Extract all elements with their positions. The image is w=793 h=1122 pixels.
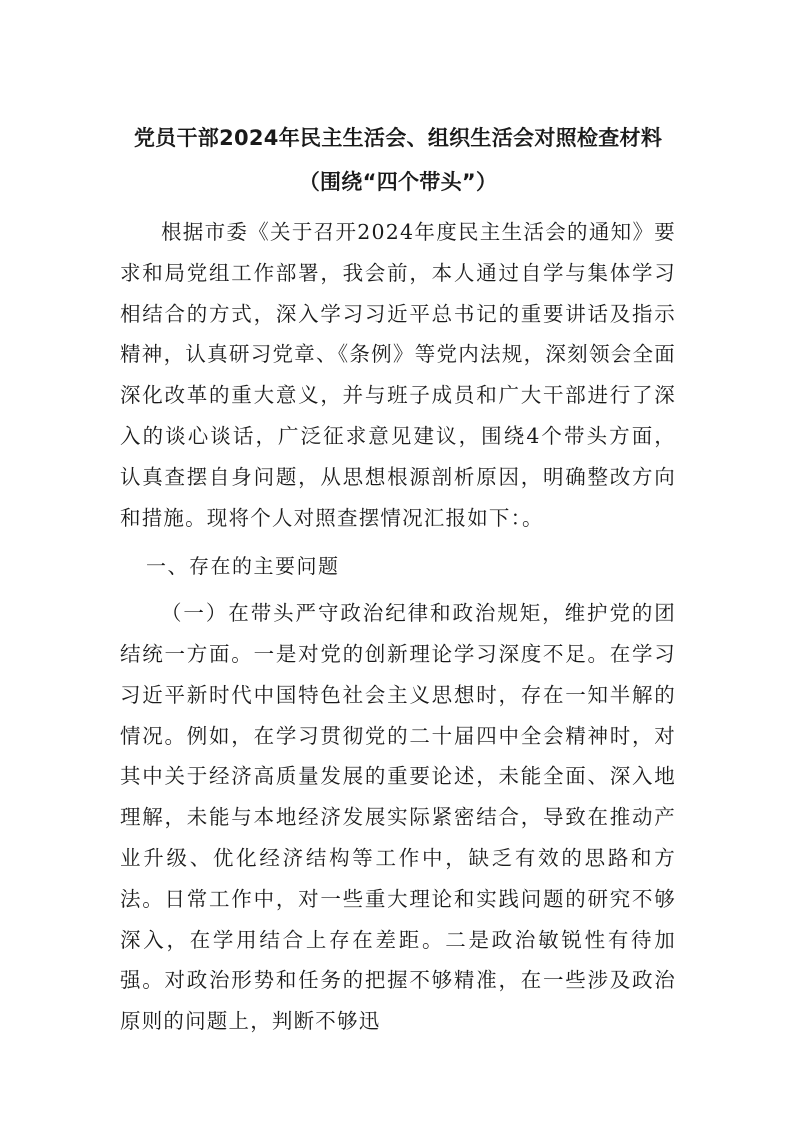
section-heading: 一、存在的主要问题 [146, 554, 340, 579]
intro-paragraph: 根据市委《关于召开2024年度民主生活会的通知》要求和局党组工作部署，我会前，本人通过自学与集体学习相结合的方式，深入学习习近平总书记的重要讲话及指示精神，认真研习党章、《条例》等党内法规，深刻领会全面深化改革的重大意义，并与班子成员和广大干部进行了深入的谈心谈话，广泛征求意见建议，围绕4个带头方面，认真查摆自身问题，从思想根源剖析原因，明确整改方向和措施。现将个人对照查摆情况汇报如下：。 [120, 220, 676, 530]
section-paragraph: （一）在带头严守政治纪律和政治规矩，维护党的团结统一方面。一是对党的创新理论学习深度不足。在学习习近平新时代中国特色社会主义思想时，存在一知半解的情况。例如，在学习贯彻党的二十届四中全会精神时，对其中关于经济高质量发展的重要论述，未能全面、深入地理解，未能与本地经济发展实际紧密结合，导致在推动产业升级、优化经济结构等工作中，缺乏有效的思路和方法。日常工作中，对一些重大理论和实践问题的研究不够深入，在学用结合上存在差距。二是政治敏锐性有待加强。对政治形势和任务的把握不够精准，在一些涉及政治原则的问题上，判断不够迅 [120, 601, 676, 1034]
document-title: 党员干部2024年民主生活会、组织生活会对照检查材料（围绕“四个带头”） [133, 126, 663, 194]
document-body [120, 212, 676, 1042]
